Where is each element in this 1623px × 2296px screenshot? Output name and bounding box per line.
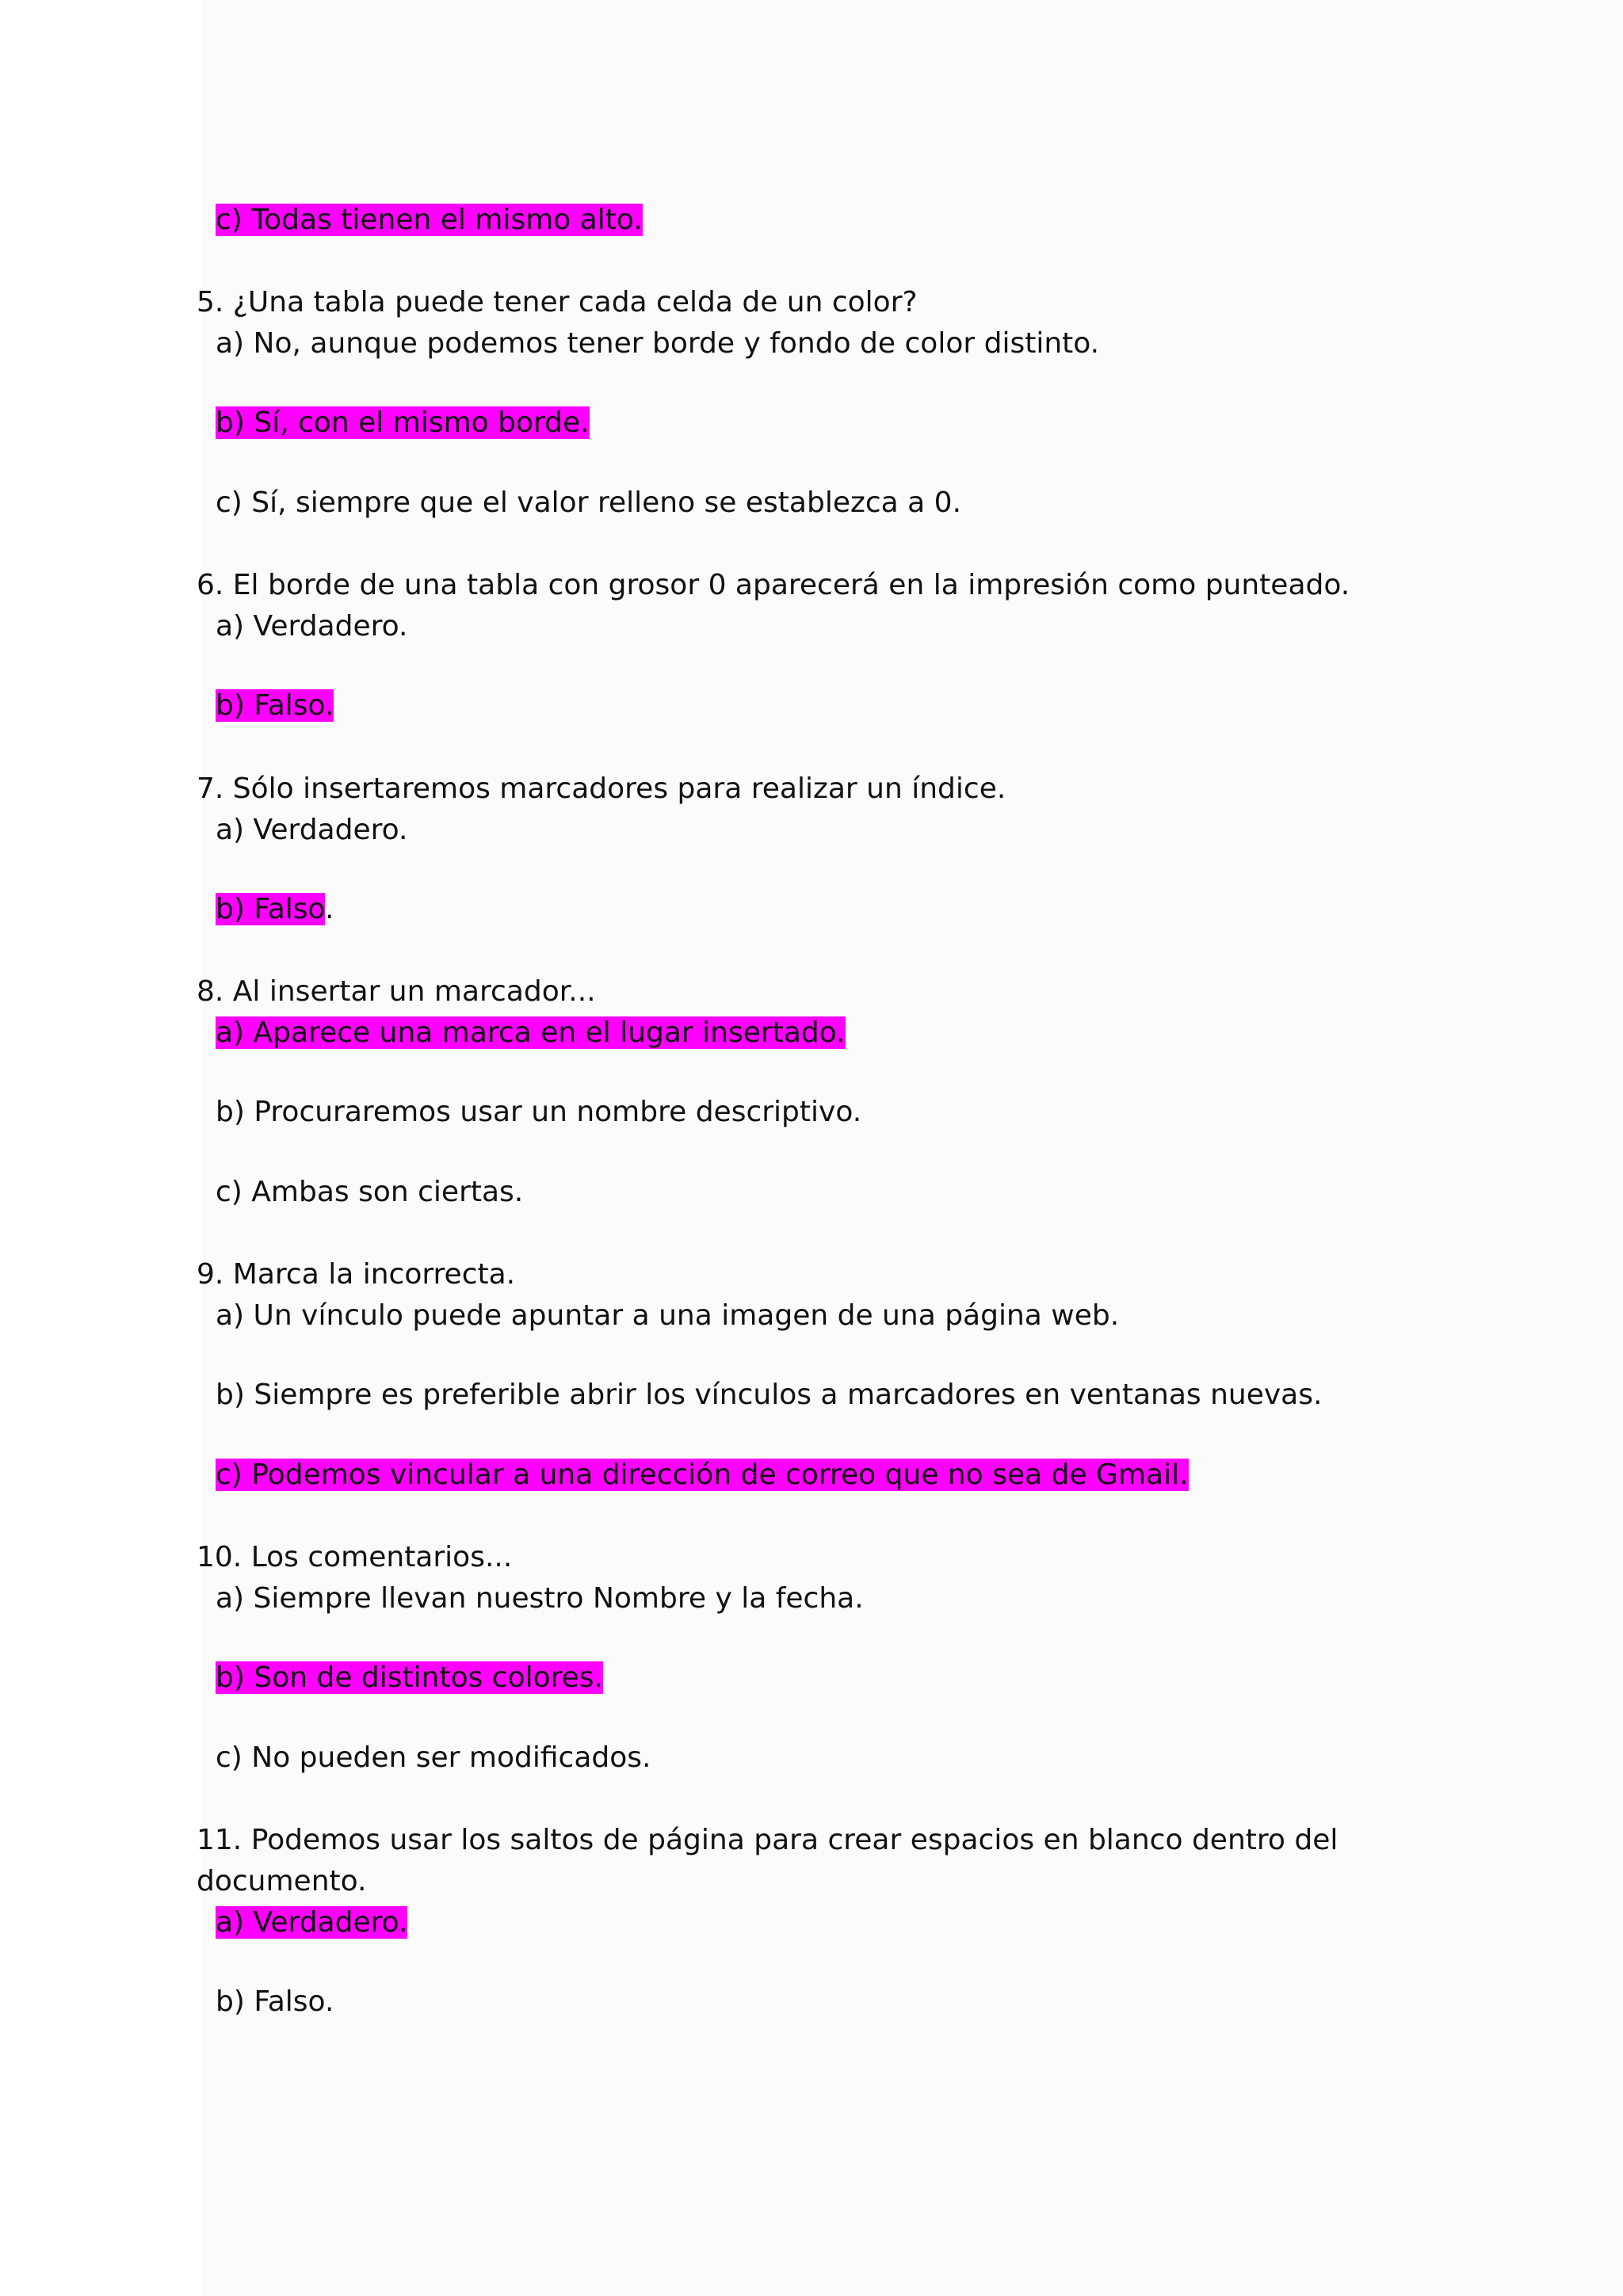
q10-option-b	[208, 1658, 603, 1698]
q5-option-a: a) No, aunque podemos tener borde y fondo de color distinto.	[216, 327, 1100, 360]
q6-option-a: a) Verdadero.	[216, 610, 408, 643]
answer-highlight: c) Podemos vincular a una dirección de correo que no sea de Gmail.	[216, 1459, 1189, 1491]
q5-question: 5. ¿Una tabla puede tener cada celda de un color?	[197, 286, 918, 318]
q9-option-b: b) Siempre es preferible abrir los vínculos a marcadores en ventanas nuevas.	[216, 1379, 1323, 1411]
answer-highlight: b) Falso	[216, 893, 325, 925]
q6-option-b	[216, 686, 334, 726]
q9-option-a: a) Un vínculo puede apuntar a una imagen de una página web.	[216, 1299, 1120, 1332]
q10-option-c: c) No pueden ser modificados.	[216, 1741, 651, 1774]
answer-highlight: b) Falso.	[216, 689, 334, 722]
q10-option-a: a) Siempre llevan nuestro Nombre y la fecha.	[216, 1582, 864, 1615]
q8-option-b: b) Procuraremos usar un nombre descriptivo.	[216, 1096, 862, 1128]
q7-question: 7. Sólo insertaremos marcadores para realizar un índice.	[197, 772, 1006, 805]
q8-question: 8. Al insertar un marcador...	[197, 975, 596, 1008]
answer-highlight: b) Sí, con el mismo borde.	[216, 406, 590, 439]
q4-option-c	[216, 200, 643, 240]
q11-question-line1: 11. Podemos usar los saltos de página para crear espacios en blanco dentro del	[197, 1824, 1338, 1856]
answer-highlight: a) Aparece una marca en el lugar insertado.	[216, 1016, 846, 1049]
q9-option-c	[216, 1455, 1189, 1495]
q11-option-a	[216, 1903, 407, 1943]
q6-question: 6. El borde de una tabla con grosor 0 aparecerá en la impresión como punteado.	[197, 569, 1350, 601]
q11-question-line2: documento.	[197, 1865, 367, 1897]
q10-question: 10. Los comentarios...	[197, 1541, 513, 1573]
q7-option-a: a) Verdadero.	[216, 814, 408, 846]
answer-highlight: c) Todas tienen el mismo alto.	[216, 204, 643, 236]
q7-option-b-period: .	[324, 893, 334, 925]
q5-option-c: c) Sí, siempre que el valor relleno se establezca a 0.	[216, 486, 962, 519]
q11-option-b: b) Falso.	[216, 1985, 334, 2018]
q7-option-b	[216, 890, 334, 929]
q8-option-c: c) Ambas son ciertas.	[216, 1176, 524, 1208]
q5-option-b	[208, 403, 590, 443]
q9-question: 9. Marca la incorrecta.	[197, 1258, 516, 1291]
q8-option-a	[208, 1013, 846, 1053]
answer-highlight: b) Son de distintos colores.	[216, 1661, 604, 1694]
answer-highlight: a) Verdadero.	[216, 1906, 408, 1939]
